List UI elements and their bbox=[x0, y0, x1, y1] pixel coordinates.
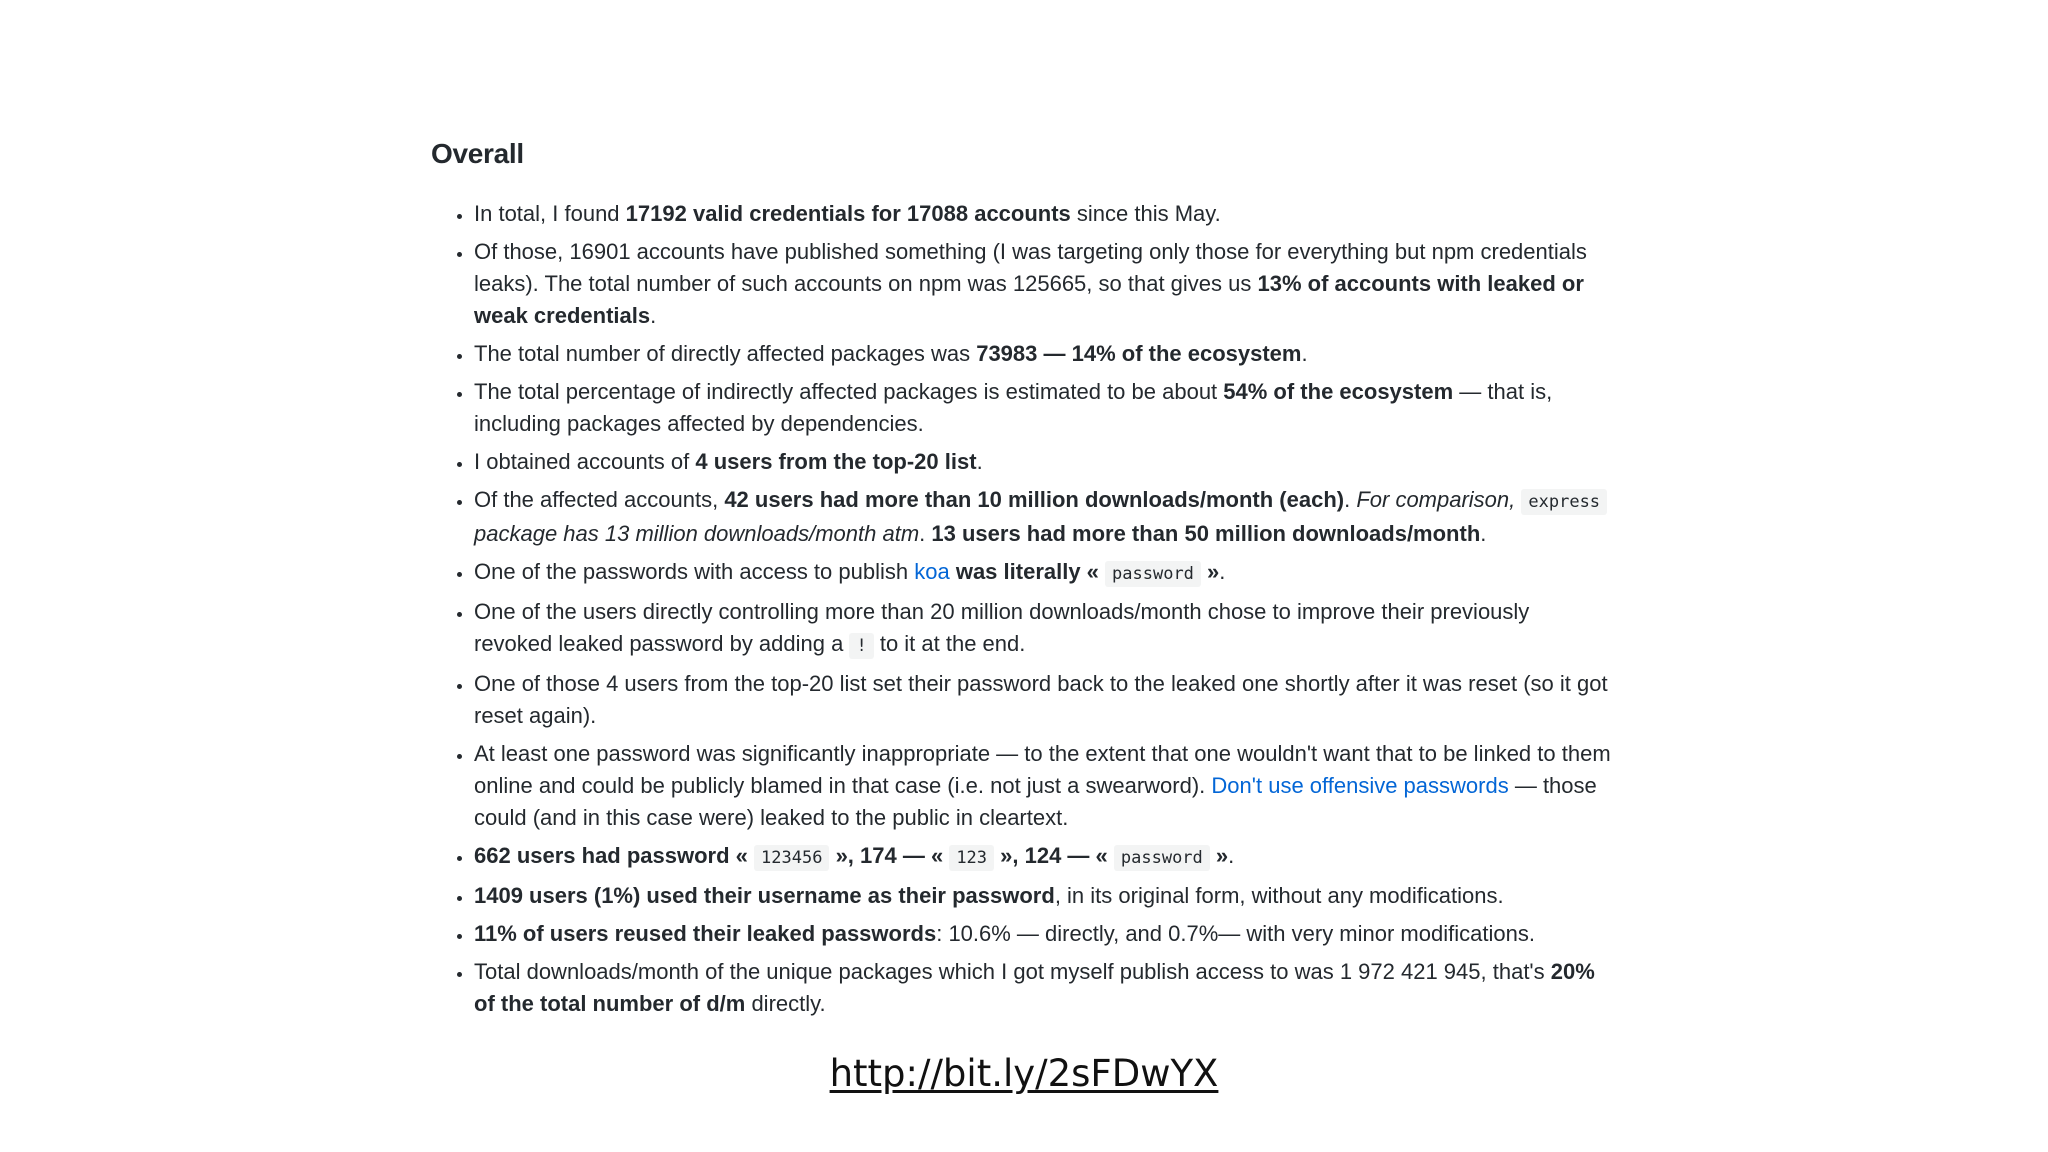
list-item: • 1409 users (1%) used their username as their password, in its original form, without any modifications. bbox=[474, 880, 1611, 912]
inline-code: ! bbox=[849, 633, 873, 659]
list-item: • One of those 4 users from the top-20 list set their password back to the leaked one shortly after it was reset (so it got reset again). bbox=[474, 668, 1611, 732]
list-item: • Of the affected accounts, 42 users had more than 10 million downloads/month (each). For comparison, express package has 13 million downloads/month atm. 13 users had more than 50 million downloads/month. bbox=[474, 484, 1611, 550]
list-item: • 662 users had password « 123456 », 174 — « 123 », 124 — « password ». bbox=[474, 840, 1611, 874]
list-item: • In total, I found 17192 valid credentials for 17088 accounts since this May. bbox=[474, 198, 1611, 230]
list-item: • One of the passwords with access to publish koa was literally « password ». bbox=[474, 556, 1611, 590]
list-item: • At least one password was significantly inappropriate — to the extent that one wouldn't want that to be linked to them online and could be publicly blamed in that case (i.e. not just a swearword). Don't use offensive passwords — those could (and in this case were) leaked to the public in cleartext. bbox=[474, 738, 1611, 834]
inline-code: 123 bbox=[949, 845, 994, 871]
koa-link[interactable]: koa bbox=[914, 559, 950, 584]
offensive-passwords-link[interactable]: Don't use offensive passwords bbox=[1211, 773, 1509, 798]
list-item: • I obtained accounts of 4 users from the top-20 list. bbox=[474, 446, 1611, 478]
list-item: • Total downloads/month of the unique packages which I got myself publish access to was 1 972 421 945, that's 20% of the total number of d/m directly. bbox=[474, 956, 1611, 1020]
inline-code: password bbox=[1114, 845, 1210, 871]
findings-list bbox=[431, 198, 1611, 1020]
inline-code: 123456 bbox=[754, 845, 829, 871]
section-heading: Overall bbox=[431, 138, 524, 169]
footer-url-link[interactable]: http://bit.ly/2sFDwYX bbox=[829, 1052, 1219, 1095]
list-item: • The total number of directly affected packages was 73983 — 14% of the ecosystem. bbox=[474, 338, 1611, 370]
inline-code: express bbox=[1521, 489, 1607, 515]
list-item: • 11% of users reused their leaked passwords: 10.6% — directly, and 0.7%— with very minor modifications. bbox=[474, 918, 1611, 950]
list-item: • One of the users directly controlling more than 20 million downloads/month chose to improve their previously revoked leaked password by adding a ! to it at the end. bbox=[474, 596, 1611, 662]
inline-code: password bbox=[1105, 561, 1201, 587]
list-item: • The total percentage of indirectly affected packages is estimated to be about 54% of the ecosystem — that is, including packages affected by dependencies. bbox=[474, 376, 1611, 440]
list-item: • Of those, 16901 accounts have published something (I was targeting only those for everything but npm credentials leaks). The total number of such accounts on npm was 125665, so that gives us 13% of accounts with leaked or weak credentials. bbox=[474, 236, 1611, 332]
document-content bbox=[431, 138, 1611, 1026]
